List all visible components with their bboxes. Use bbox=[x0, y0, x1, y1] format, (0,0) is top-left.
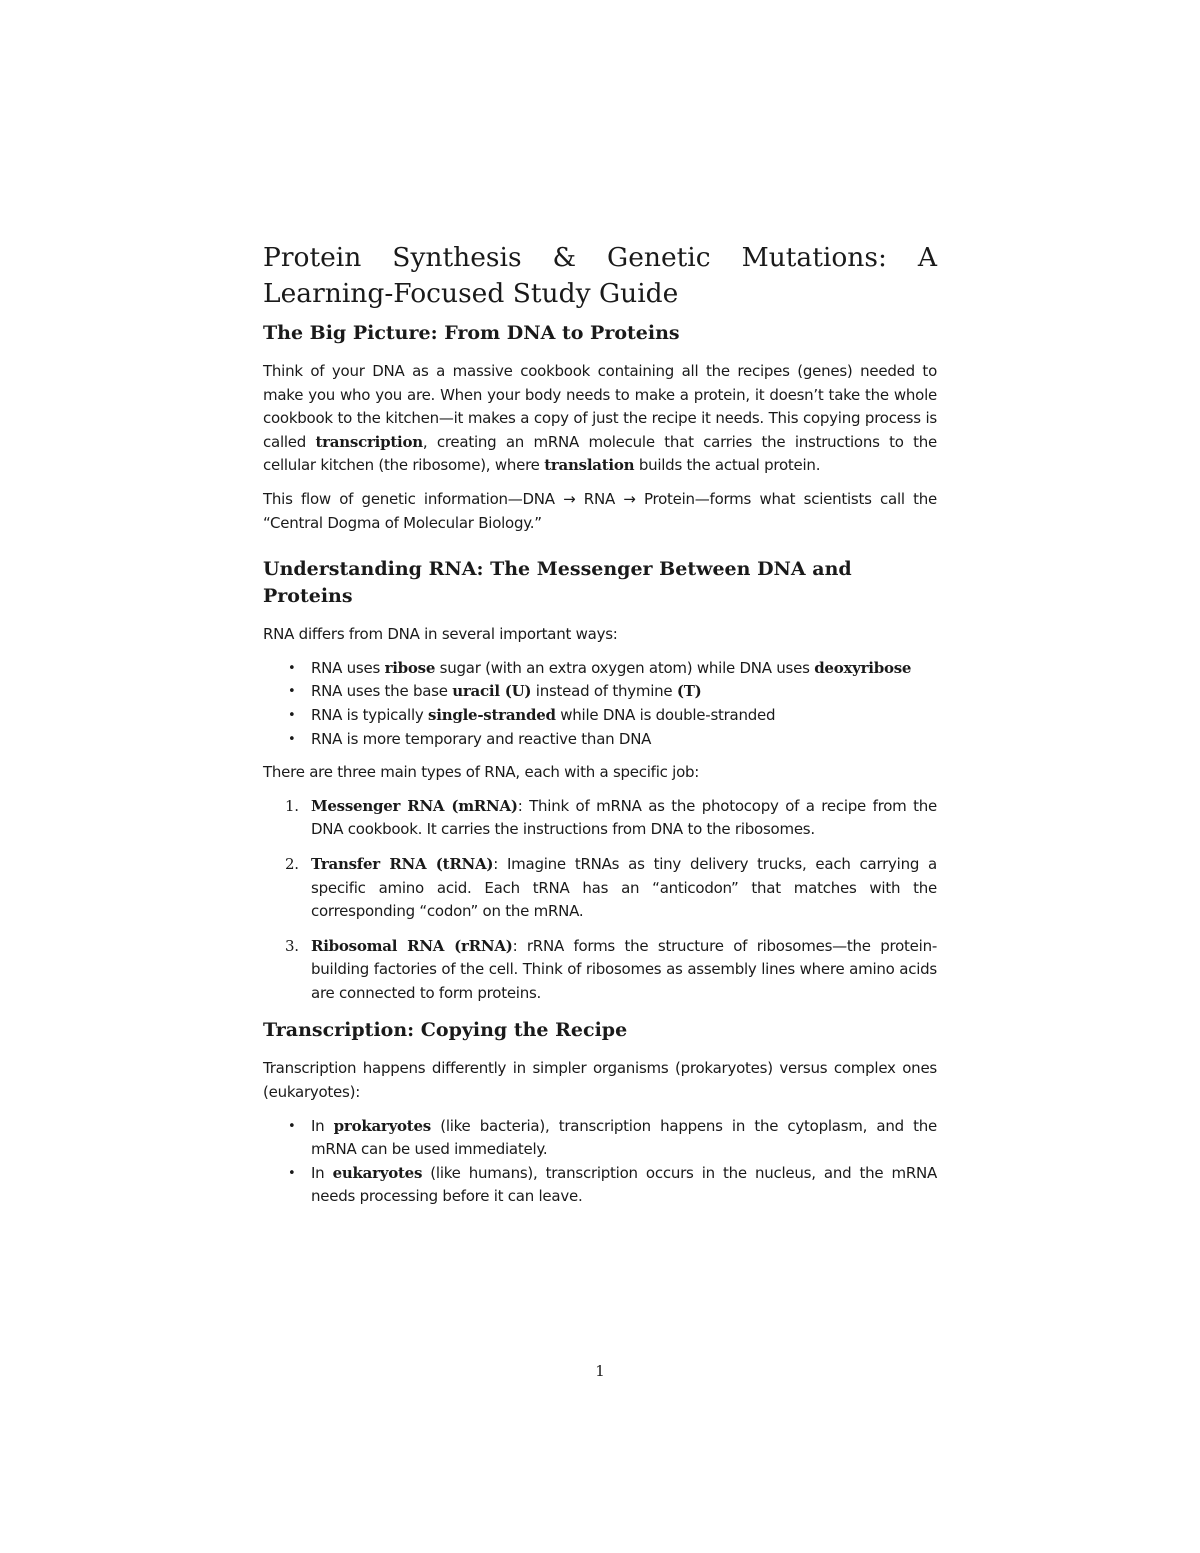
central-dogma-paragraph: This flow of genetic information—DNA → RNA → Protein—forms what scientists call the “Central Dogma of Molecular Biology.” bbox=[263, 489, 937, 532]
term-trna: Transfer RNA (tRNA) bbox=[311, 854, 494, 873]
list-item bbox=[263, 680, 937, 704]
term-transcription: transcription bbox=[315, 432, 423, 451]
bullet-icon: • bbox=[288, 1118, 296, 1134]
section-heading-big-picture: The Big Picture: From DNA to Proteins bbox=[263, 322, 680, 344]
text-run: builds the actual protein. bbox=[634, 456, 821, 475]
big-picture-paragraph bbox=[263, 360, 937, 478]
term-ribose: ribose bbox=[384, 658, 436, 677]
term-mrna: Messenger RNA (mRNA) bbox=[311, 796, 518, 815]
text-run: sugar (with an extra oxygen atom) while DNA uses bbox=[435, 658, 815, 677]
text-run: , creating an mRNA molecule that carries the instructions to the cellular kitchen (the ribosome), where bbox=[263, 432, 937, 475]
document-title bbox=[263, 240, 937, 312]
text-run: In bbox=[311, 1163, 333, 1182]
rna-differences-intro: RNA differs from DNA in several important ways: bbox=[263, 625, 618, 644]
bullet-icon: • bbox=[288, 684, 296, 700]
list-item bbox=[263, 728, 937, 752]
list-number: 2. bbox=[285, 854, 299, 873]
text-run: In bbox=[311, 1116, 334, 1135]
rna-differences-list bbox=[263, 657, 937, 751]
title-line-1: Protein Synthesis & Genetic Mutations: A bbox=[263, 242, 937, 273]
term-rrna: Ribosomal RNA (rRNA) bbox=[311, 936, 513, 955]
text-run: : Think of mRNA as the photocopy of a recipe from the DNA cookbook. It carries the instructions from DNA to the ribosomes. bbox=[311, 796, 938, 839]
section-heading-understanding-rna: Understanding RNA: The Messenger Between DNA and Proteins bbox=[263, 558, 852, 608]
text-run: instead of thymine bbox=[531, 682, 677, 701]
text-run: Think of your DNA as a massive cookbook containing all the recipes (genes) needed to make you who you are. When your body needs to make a protein, it doesn’t take the whole cookbook to the kitchen—it makes a copy of just the recipe it needs. This copying process is called bbox=[263, 362, 937, 451]
bullet-icon: • bbox=[288, 660, 296, 676]
term-translation: translation bbox=[544, 456, 635, 475]
section-heading-transcription: Transcription: Copying the Recipe bbox=[263, 1019, 628, 1042]
term-uracil: uracil (U) bbox=[452, 682, 532, 701]
list-item bbox=[263, 704, 937, 728]
list-number: 1. bbox=[285, 796, 299, 815]
title-line-2: Learning-Focused Study Guide bbox=[263, 278, 679, 309]
bullet-icon: • bbox=[288, 707, 296, 723]
term-prokaryotes: prokaryotes bbox=[333, 1116, 431, 1135]
list-number: 3. bbox=[285, 936, 299, 955]
list-item bbox=[263, 795, 937, 842]
list-item bbox=[263, 657, 937, 681]
term-deoxyribose: deoxyribose bbox=[814, 658, 912, 677]
text-run: RNA is typically bbox=[311, 705, 429, 724]
list-item bbox=[263, 1162, 937, 1209]
text-run: (like bacteria), transcription happens in the cytoplasm, and the mRNA can be used immediately. bbox=[311, 1116, 937, 1159]
transcription-list bbox=[263, 1115, 937, 1209]
list-item bbox=[263, 1115, 937, 1162]
document-page bbox=[263, 240, 937, 1209]
bullet-icon: • bbox=[288, 731, 296, 747]
text-run: (like humans), transcription occurs in the nucleus, and the mRNA needs processing before it can leave. bbox=[311, 1163, 937, 1206]
term-eukaryotes: eukaryotes bbox=[332, 1163, 423, 1182]
term-thymine: (T) bbox=[676, 682, 702, 701]
text-run: RNA is more temporary and reactive than DNA bbox=[311, 729, 652, 748]
bullet-icon: • bbox=[288, 1165, 296, 1181]
text-run: RNA uses the base bbox=[311, 682, 453, 701]
text-run: RNA uses bbox=[311, 658, 385, 677]
text-run: : rRNA forms the structure of ribosomes—the protein-building factories of the cell. Think of ribosomes as assembly lines where amino acids are connected to form proteins. bbox=[311, 936, 937, 1002]
rna-types-list bbox=[263, 795, 937, 1006]
page-number: 1 bbox=[595, 1362, 605, 1380]
transcription-intro: Transcription happens differently in simpler organisms (prokaryotes) versus complex ones (eukaryotes): bbox=[263, 1059, 937, 1102]
rna-types-intro: There are three main types of RNA, each with a specific job: bbox=[263, 763, 700, 782]
text-run: while DNA is double-stranded bbox=[555, 705, 776, 724]
list-item bbox=[263, 935, 937, 1006]
list-item bbox=[263, 853, 937, 924]
term-single-stranded: single-stranded bbox=[428, 705, 556, 724]
text-run: : Imagine tRNAs as tiny delivery trucks, each carrying a specific amino acid. Each tRNA has an “anticodon” that matches with the corresponding “codon” on the mRNA. bbox=[311, 854, 937, 921]
